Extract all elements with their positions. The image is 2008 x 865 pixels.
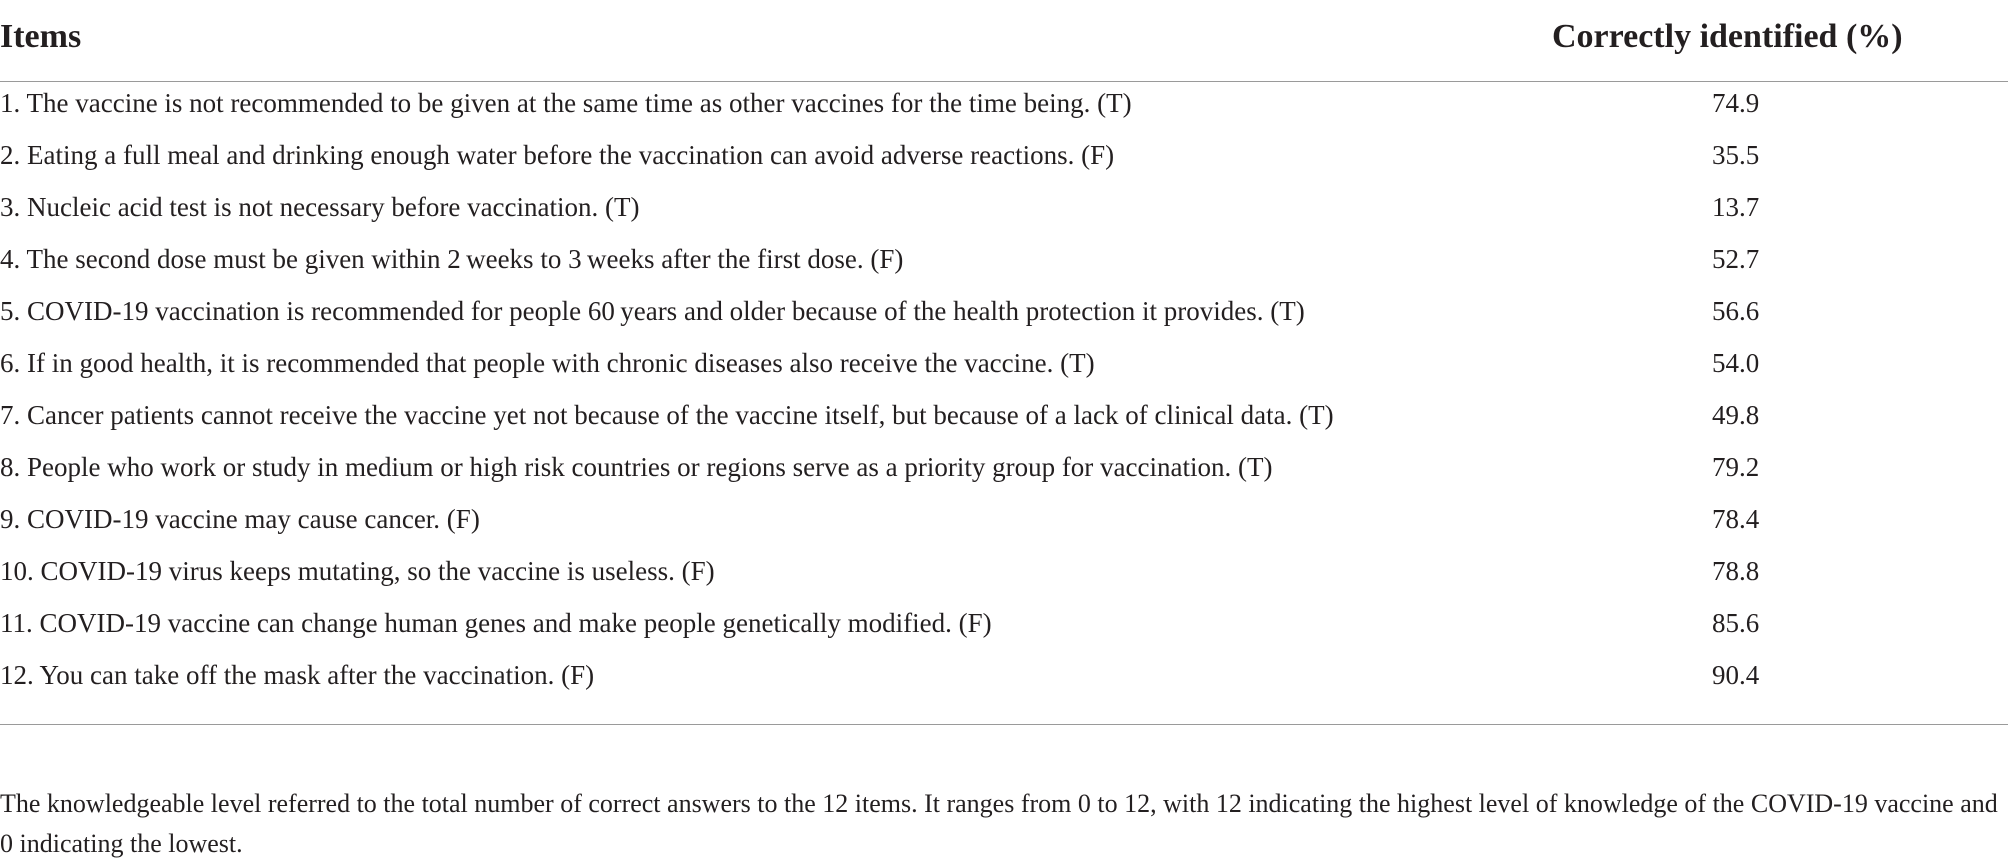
item-text: 12. You can take off the mask after the vaccination. (F) <box>0 660 595 690</box>
item-percent: 52.7 <box>1712 244 1760 274</box>
table-bottom-rule <box>0 724 2008 725</box>
table-row <box>0 446 2008 498</box>
item-text: 8. People who work or study in medium or high risk countries or regions serve as a priority group for vaccination. (T) <box>0 452 1273 482</box>
table-row <box>0 82 2008 134</box>
item-percent: 74.9 <box>1712 88 1760 118</box>
table-row <box>0 342 2008 394</box>
table-row <box>0 654 2008 706</box>
table-row <box>0 550 2008 602</box>
header-correctly-identified: Correctly identified (%) <box>1552 18 1903 55</box>
item-text: 5. COVID-19 vaccination is recommended for people 60 years and older because of the health protection it provides. (T) <box>0 296 1305 326</box>
table-row <box>0 602 2008 654</box>
item-percent: 35.5 <box>1712 140 1760 170</box>
item-text: 1. The vaccine is not recommended to be given at the same time as other vaccines for the time being. (T) <box>0 88 1132 118</box>
item-text: 3. Nucleic acid test is not necessary before vaccination. (T) <box>0 192 640 222</box>
table-row <box>0 186 2008 238</box>
table-row <box>0 498 2008 550</box>
item-percent: 54.0 <box>1712 348 1760 378</box>
item-text: 4. The second dose must be given within 2 weeks to 3 weeks after the first dose. (F) <box>0 244 904 274</box>
table-row <box>0 394 2008 446</box>
table-row <box>0 290 2008 342</box>
table-row <box>0 134 2008 186</box>
item-text: 6. If in good health, it is recommended that people with chronic diseases also receive the vaccine. (T) <box>0 348 1095 378</box>
item-percent: 78.4 <box>1712 504 1760 534</box>
header-items: Items <box>0 18 82 55</box>
table-row <box>0 238 2008 290</box>
item-percent: 85.6 <box>1712 608 1760 638</box>
item-percent: 13.7 <box>1712 192 1760 222</box>
table-header-row <box>0 0 2008 82</box>
item-percent: 90.4 <box>1712 660 1760 690</box>
item-percent: 56.6 <box>1712 296 1760 326</box>
item-text: 7. Cancer patients cannot receive the vaccine yet not because of the vaccine itself, but because of a lack of clinical data. (T) <box>0 400 1334 430</box>
item-percent: 79.2 <box>1712 452 1760 482</box>
item-text: 9. COVID-19 vaccine may cause cancer. (F) <box>0 504 480 534</box>
table-footnote: The knowledgeable level referred to the total number of correct answers to the 12 items. It ranges from 0 to 12, with 12 indicating the highest level of knowledge of the COVID-19 vaccine and 0 indicating the lowest. <box>0 789 1998 858</box>
item-percent: 49.8 <box>1712 400 1760 430</box>
item-text: 11. COVID-19 vaccine can change human genes and make people genetically modified. (F) <box>0 608 992 638</box>
table-body <box>0 82 2008 706</box>
item-text: 10. COVID-19 virus keeps mutating, so the vaccine is useless. (F) <box>0 556 715 586</box>
item-text: 2. Eating a full meal and drinking enough water before the vaccination can avoid adverse reactions. (F) <box>0 140 1115 170</box>
item-percent: 78.8 <box>1712 556 1760 586</box>
